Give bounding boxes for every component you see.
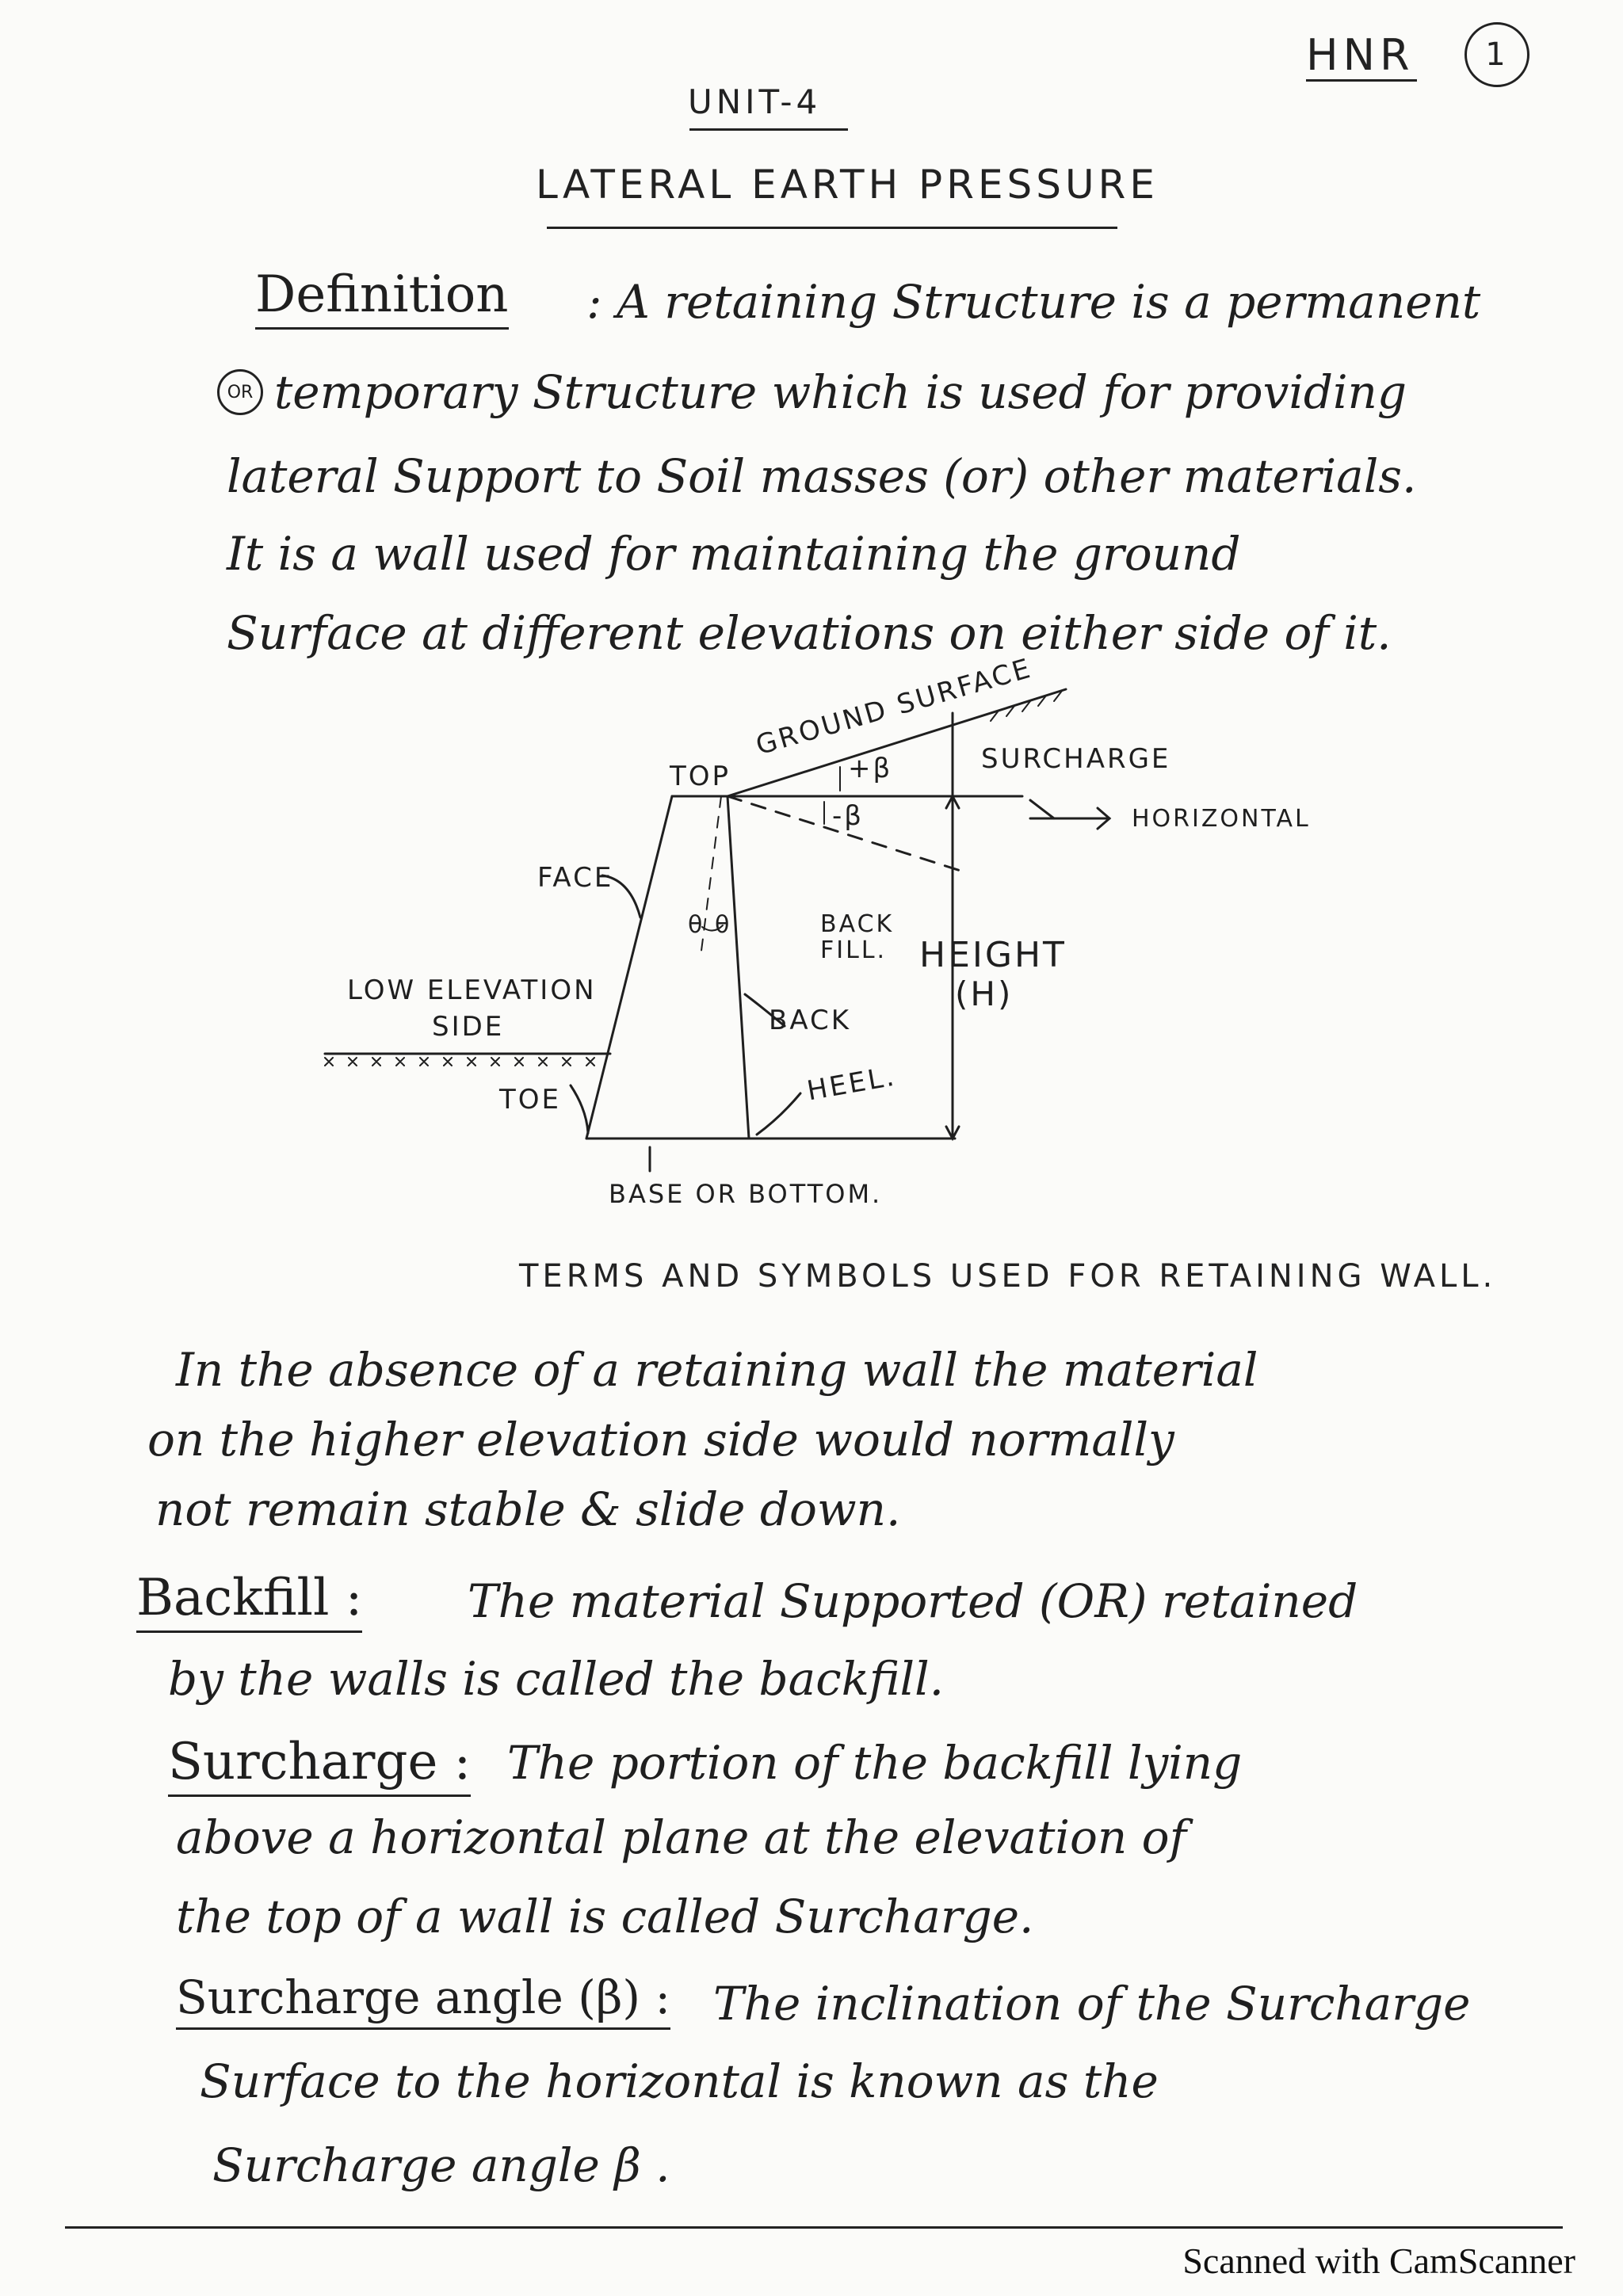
diagram-label-heel: HEEL. xyxy=(804,1060,899,1108)
backfill-heading xyxy=(136,1569,363,1627)
definition-line-3: lateral Support to Soil masses (or) other materials. xyxy=(227,449,1417,503)
diagram-label-minus-beta: -β xyxy=(832,800,864,832)
absence-line-1: In the absence of a retaining wall the material xyxy=(176,1343,1258,1397)
diagram-caption: TERMS AND SYMBOLS USED FOR RETAINING WALL. xyxy=(519,1258,1497,1295)
low-side-hatch xyxy=(325,1058,594,1066)
unit-label: UNIT-4 xyxy=(688,82,822,121)
ground-hatch xyxy=(991,691,1062,721)
diagram-label-back: BACK xyxy=(769,1005,852,1036)
backfill-heading-text: Backfill : xyxy=(136,1569,362,1633)
diagram-label-low-elevation: LOW ELEVATION xyxy=(347,974,597,1006)
diagram-label-theta-1: θ xyxy=(688,911,705,939)
surcharge-line-1: The portion of the backfill lying xyxy=(507,1736,1243,1790)
diagram-label-height: HEIGHT xyxy=(919,935,1067,975)
page-title: LATERAL EARTH PRESSURE xyxy=(536,162,1159,208)
bottom-rule xyxy=(65,2226,1563,2229)
definition-heading xyxy=(255,265,509,324)
page-number-text: 1 xyxy=(1485,36,1509,73)
horizontal-arrow-tail xyxy=(1030,800,1054,818)
surcharge-line-2: above a horizontal plane at the elevation of xyxy=(176,1810,1187,1864)
wall-back-line xyxy=(727,796,749,1138)
surcharge-angle-line-3: Surcharge angle β . xyxy=(212,2138,670,2192)
absence-line-2: on the higher elevation side would normally xyxy=(147,1413,1174,1466)
heel-pointer xyxy=(757,1093,800,1135)
or-marker-text: OR xyxy=(227,382,254,402)
diagram-label-ground-surface: GROUND SURFACE xyxy=(752,652,1037,762)
surcharge-angle-line-1: The inclination of the Surcharge xyxy=(713,1977,1471,2031)
initials-underline xyxy=(1306,79,1417,82)
unit-underline xyxy=(689,128,848,131)
surcharge-heading xyxy=(168,1733,472,1791)
surcharge-heading-text: Surcharge : xyxy=(168,1733,471,1797)
definition-line-4: It is a wall used for maintaining the ground xyxy=(227,527,1241,581)
diagram-label-theta-2: θ xyxy=(715,911,732,939)
author-initials: HNR xyxy=(1306,30,1415,80)
diagram-label-plus-beta: +β xyxy=(848,753,893,784)
diagram-label-top: TOP xyxy=(670,761,731,792)
surcharge-angle-heading xyxy=(176,1970,670,2024)
title-underline xyxy=(547,227,1117,229)
definition-line-1: : A retaining Structure is a permanent xyxy=(586,275,1481,329)
scanner-watermark: Scanned with CamScanner xyxy=(1182,2241,1575,2281)
diagram-label-surcharge: SURCHARGE xyxy=(981,743,1171,775)
definition-line-2: temporary Structure which is used for providing xyxy=(274,365,1407,419)
page-number xyxy=(1465,22,1529,87)
backfill-line-1: The material Supported (OR) retained xyxy=(468,1574,1358,1628)
absence-line-3: not remain stable & slide down. xyxy=(155,1482,901,1536)
diagram-label-side: SIDE xyxy=(432,1011,505,1043)
wall-face-line xyxy=(586,796,672,1138)
surcharge-angle-line-2: Surface to the horizontal is known as the xyxy=(200,2054,1159,2108)
diagram-label-face: FACE xyxy=(537,862,614,894)
definition-line-5: Surface at different elevations on either side of it. xyxy=(227,606,1392,660)
backfill-line-2: by the walls is called the backfill. xyxy=(168,1652,945,1706)
or-circle-marker xyxy=(217,369,263,415)
surcharge-line-3: the top of a wall is called Surcharge. xyxy=(176,1890,1034,1943)
diagram-label-base: BASE OR BOTTOM. xyxy=(609,1179,883,1209)
surcharge-angle-heading-text: Surcharge angle (β) : xyxy=(176,1970,670,2030)
diagram-label-horizontal: HORIZONTAL xyxy=(1132,805,1311,833)
diagram-label-backfill: BACK FILL. xyxy=(820,910,895,964)
definition-heading-text: Definition xyxy=(255,265,509,330)
toe-pointer xyxy=(571,1085,588,1133)
diagram-label-toe: TOE xyxy=(499,1084,562,1116)
diagram-label-height-symbol: (H) xyxy=(955,974,1014,1013)
